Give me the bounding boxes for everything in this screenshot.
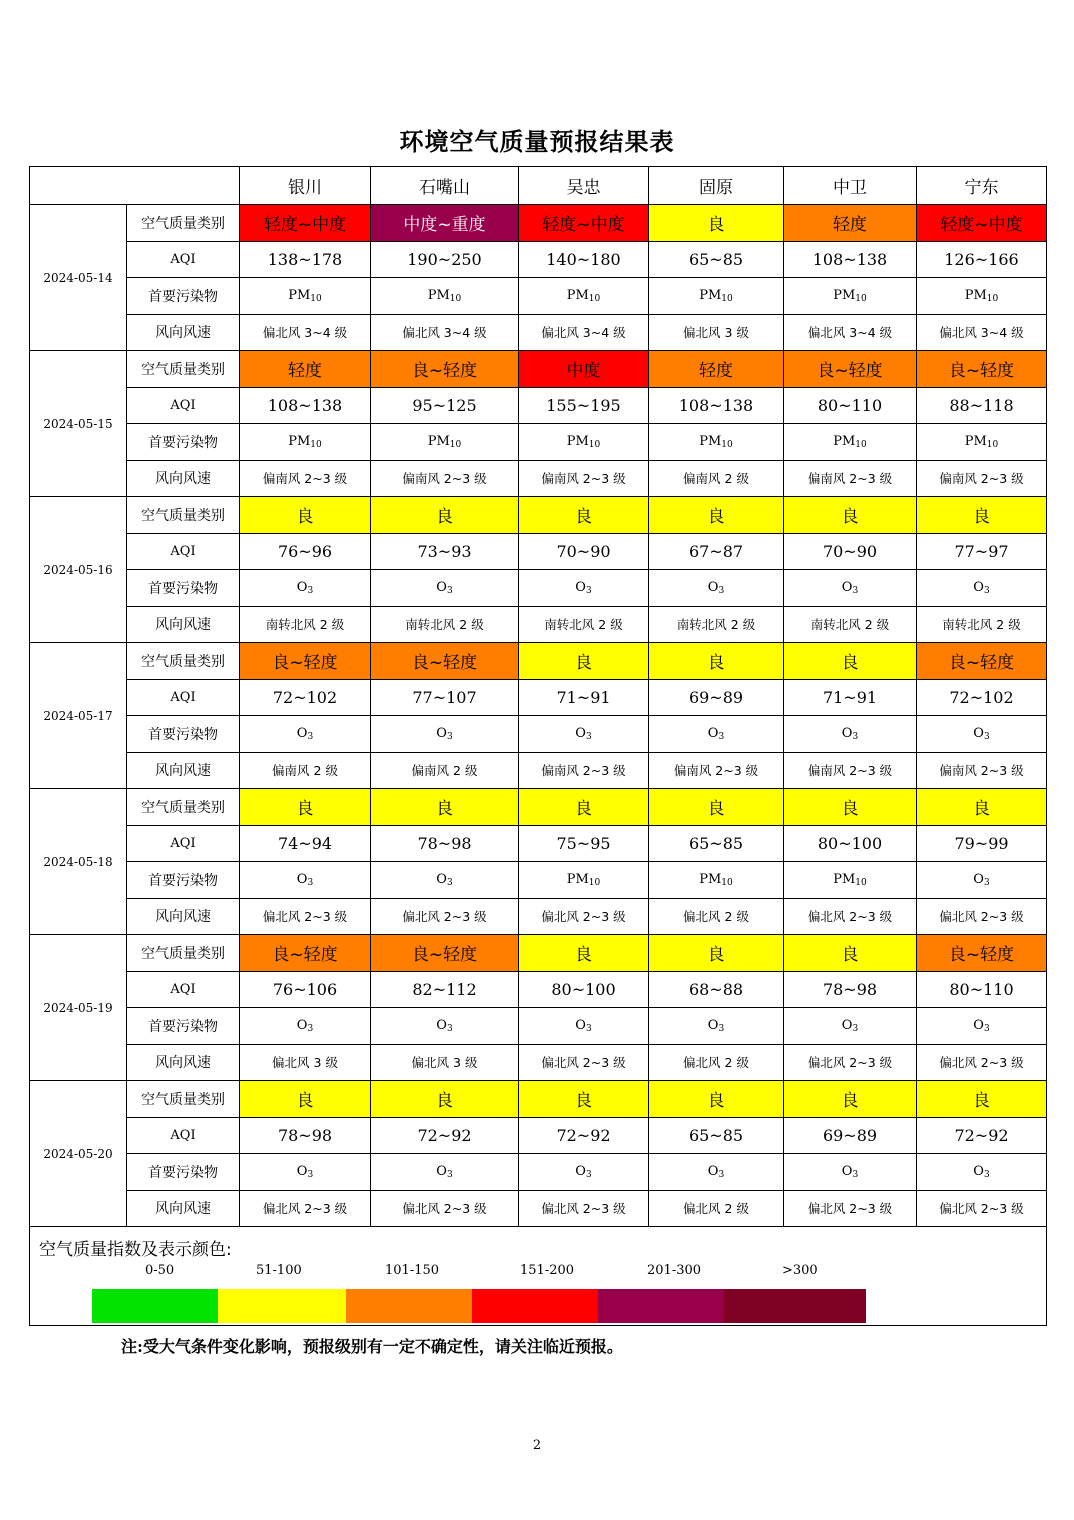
row-label-wind: 风向风速 <box>127 1190 240 1227</box>
category-cell: 良 <box>371 789 519 826</box>
page-number: 2 <box>532 1438 542 1453</box>
wind-cell: 偏北风 2~3 级 <box>784 898 917 935</box>
wind-cell: 偏南风 2 级 <box>649 460 784 497</box>
wind-cell: 偏南风 2 级 <box>371 752 519 789</box>
aqi-cell: 65~85 <box>649 241 784 278</box>
wind-cell: 南转北风 2 级 <box>240 606 371 643</box>
category-cell: 良 <box>240 497 371 534</box>
category-cell: 良~轻度 <box>371 351 519 388</box>
forecast-row-aqi <box>30 241 1047 278</box>
row-label-category: 空气质量类别 <box>127 643 240 680</box>
pollutant-cell: $O_3$ <box>371 1154 519 1191</box>
wind-cell: 偏南风 2~3 级 <box>519 460 649 497</box>
forecast-row-wind <box>30 752 1047 789</box>
forecast-row-aqi <box>30 387 1047 424</box>
aqi-cell: 80~110 <box>917 971 1047 1008</box>
pollutant-cell: $O_3$ <box>519 1154 649 1191</box>
forecast-row-wind <box>30 314 1047 351</box>
city-header: 宁东 <box>917 167 1047 205</box>
pollutant-cell: $O_3$ <box>917 570 1047 607</box>
aqi-cell: 88~118 <box>917 387 1047 424</box>
pollutant-cell: $O_3$ <box>649 1008 784 1045</box>
wind-cell: 偏北风 3~4 级 <box>784 314 917 351</box>
wind-cell: 偏北风 2~3 级 <box>917 1044 1047 1081</box>
row-label-category: 空气质量类别 <box>127 351 240 388</box>
row-label-wind: 风向风速 <box>127 606 240 643</box>
aqi-cell: 70~90 <box>784 533 917 570</box>
aqi-cell: 78~98 <box>784 971 917 1008</box>
category-cell: 中度~重度 <box>371 205 519 242</box>
forecast-row-pollutant <box>30 424 1047 461</box>
wind-cell: 偏北风 2~3 级 <box>917 898 1047 935</box>
wind-cell: 偏南风 2~3 级 <box>917 752 1047 789</box>
aqi-cell: 155~195 <box>519 387 649 424</box>
disclaimer-note: 注:受大气条件变化影响，预报级别有一定不确定性，请关注临近预报。 <box>121 1337 623 1356</box>
legend-swatch-51-100 <box>218 1289 346 1323</box>
pollutant-cell: $O_3$ <box>240 716 371 753</box>
aqi-cell: 72~102 <box>917 679 1047 716</box>
wind-cell: 偏南风 2 级 <box>240 752 371 789</box>
pollutant-cell: $PM_{10}$ <box>649 862 784 899</box>
date-cell: 2024-05-19 <box>30 935 127 1081</box>
pollutant-cell: $O_3$ <box>240 1008 371 1045</box>
category-cell: 良~轻度 <box>371 643 519 680</box>
wind-cell: 南转北风 2 级 <box>649 606 784 643</box>
pollutant-cell: $O_3$ <box>371 570 519 607</box>
pollutant-cell: $O_3$ <box>784 1154 917 1191</box>
pollutant-cell: $PM_{10}$ <box>917 424 1047 461</box>
pollutant-cell: $O_3$ <box>371 1008 519 1045</box>
pollutant-cell: $O_3$ <box>649 716 784 753</box>
wind-cell: 偏南风 2~3 级 <box>649 752 784 789</box>
aqi-cell: 71~91 <box>519 679 649 716</box>
forecast-row-aqi <box>30 825 1047 862</box>
category-cell: 良 <box>917 1081 1047 1118</box>
forecast-row-wind <box>30 1190 1047 1227</box>
pollutant-cell: $O_3$ <box>784 716 917 753</box>
category-cell: 良~轻度 <box>371 935 519 972</box>
wind-cell: 南转北风 2 级 <box>519 606 649 643</box>
forecast-row-aqi <box>30 971 1047 1008</box>
aqi-cell: 71~91 <box>784 679 917 716</box>
row-label-wind: 风向风速 <box>127 314 240 351</box>
aqi-cell: 76~106 <box>240 971 371 1008</box>
category-cell: 良~轻度 <box>917 643 1047 680</box>
pollutant-cell: $PM_{10}$ <box>519 862 649 899</box>
city-header: 吴忠 <box>519 167 649 205</box>
pollutant-cell: $PM_{10}$ <box>519 424 649 461</box>
pollutant-cell: $O_3$ <box>784 570 917 607</box>
row-label-pollutant: 首要污染物 <box>127 278 240 315</box>
pollutant-cell: $PM_{10}$ <box>371 278 519 315</box>
pollutant-cell: $O_3$ <box>917 716 1047 753</box>
row-label-pollutant: 首要污染物 <box>127 1154 240 1191</box>
row-label-pollutant: 首要污染物 <box>127 1008 240 1045</box>
legend-label: 201-300 <box>647 1263 702 1278</box>
city-header: 中卫 <box>784 167 917 205</box>
aqi-cell: 77~97 <box>917 533 1047 570</box>
forecast-row-category <box>30 935 1047 972</box>
forecast-row-pollutant <box>30 570 1047 607</box>
forecast-row-pollutant <box>30 716 1047 753</box>
aqi-cell: 95~125 <box>371 387 519 424</box>
aqi-cell: 138~178 <box>240 241 371 278</box>
wind-cell: 偏南风 2~3 级 <box>917 460 1047 497</box>
pollutant-cell: $O_3$ <box>649 1154 784 1191</box>
aqi-cell: 80~110 <box>784 387 917 424</box>
wind-cell: 偏北风 2~3 级 <box>519 1190 649 1227</box>
category-cell: 轻度 <box>784 205 917 242</box>
pollutant-cell: $O_3$ <box>917 862 1047 899</box>
wind-cell: 南转北风 2 级 <box>371 606 519 643</box>
pollutant-cell: $O_3$ <box>371 716 519 753</box>
row-label-pollutant: 首要污染物 <box>127 570 240 607</box>
aqi-cell: 68~88 <box>649 971 784 1008</box>
wind-cell: 偏南风 2~3 级 <box>240 460 371 497</box>
pollutant-cell: $O_3$ <box>371 862 519 899</box>
category-cell: 良 <box>649 643 784 680</box>
aqi-cell: 72~92 <box>917 1117 1047 1154</box>
aqi-cell: 78~98 <box>240 1117 371 1154</box>
category-cell: 良~轻度 <box>240 935 371 972</box>
forecast-row-category <box>30 351 1047 388</box>
row-label-wind: 风向风速 <box>127 1044 240 1081</box>
aqi-cell: 72~92 <box>519 1117 649 1154</box>
category-cell: 良 <box>240 789 371 826</box>
category-cell: 良~轻度 <box>784 351 917 388</box>
aqi-cell: 77~107 <box>371 679 519 716</box>
legend-title: 空气质量指数及表示颜色: <box>39 1240 232 1260</box>
row-label-pollutant: 首要污染物 <box>127 716 240 753</box>
city-header: 石嘴山 <box>371 167 519 205</box>
pollutant-cell: $PM_{10}$ <box>784 862 917 899</box>
category-cell: 良 <box>784 789 917 826</box>
pollutant-cell: $O_3$ <box>917 1008 1047 1045</box>
wind-cell: 偏北风 2 级 <box>649 1044 784 1081</box>
legend-label: 151-200 <box>520 1263 575 1278</box>
forecast-row-aqi <box>30 679 1047 716</box>
aqi-cell: 65~85 <box>649 825 784 862</box>
legend-label: 0-50 <box>145 1263 175 1278</box>
wind-cell: 偏北风 2 级 <box>649 1190 784 1227</box>
forecast-row-aqi <box>30 1117 1047 1154</box>
forecast-table <box>29 166 1047 1326</box>
wind-cell: 偏北风 3 级 <box>240 1044 371 1081</box>
wind-cell: 偏北风 2~3 级 <box>917 1190 1047 1227</box>
wind-cell: 偏北风 2~3 级 <box>784 1044 917 1081</box>
category-cell: 良 <box>519 1081 649 1118</box>
wind-cell: 偏北风 2 级 <box>649 898 784 935</box>
wind-cell: 偏北风 2~3 级 <box>371 898 519 935</box>
wind-cell: 偏北风 3~4 级 <box>917 314 1047 351</box>
pollutant-cell: $O_3$ <box>917 1154 1047 1191</box>
date-cell: 2024-05-17 <box>30 643 127 789</box>
date-cell: 2024-05-15 <box>30 351 127 497</box>
category-cell: 良 <box>519 935 649 972</box>
aqi-cell: 108~138 <box>784 241 917 278</box>
wind-cell: 偏北风 2~3 级 <box>240 898 371 935</box>
category-cell: 良 <box>784 497 917 534</box>
pollutant-cell: $PM_{10}$ <box>649 278 784 315</box>
row-label-category: 空气质量类别 <box>127 789 240 826</box>
pollutant-cell: $PM_{10}$ <box>240 278 371 315</box>
aqi-cell: 190~250 <box>371 241 519 278</box>
wind-cell: 偏北风 3~4 级 <box>371 314 519 351</box>
category-cell: 良 <box>784 643 917 680</box>
pollutant-cell: $O_3$ <box>784 1008 917 1045</box>
category-cell: 良 <box>784 1081 917 1118</box>
pollutant-cell: $O_3$ <box>240 570 371 607</box>
row-label-category: 空气质量类别 <box>127 935 240 972</box>
legend-swatch-0-50 <box>92 1289 218 1323</box>
forecast-row-category <box>30 1081 1047 1118</box>
row-label-aqi: AQI <box>127 533 240 570</box>
row-label-aqi: AQI <box>127 679 240 716</box>
forecast-row-category <box>30 497 1047 534</box>
aqi-cell: 79~99 <box>917 825 1047 862</box>
category-cell: 良~轻度 <box>917 935 1047 972</box>
aqi-cell: 108~138 <box>240 387 371 424</box>
row-label-aqi: AQI <box>127 387 240 424</box>
wind-cell: 南转北风 2 级 <box>784 606 917 643</box>
pollutant-cell: $O_3$ <box>240 1154 371 1191</box>
date-cell: 2024-05-16 <box>30 497 127 643</box>
category-cell: 良 <box>784 935 917 972</box>
category-cell: 良 <box>519 497 649 534</box>
forecast-row-pollutant <box>30 1154 1047 1191</box>
aqi-cell: 140~180 <box>519 241 649 278</box>
wind-cell: 偏北风 3~4 级 <box>519 314 649 351</box>
category-cell: 良 <box>649 935 784 972</box>
row-label-wind: 风向风速 <box>127 460 240 497</box>
aqi-cell: 67~87 <box>649 533 784 570</box>
header-corner <box>30 167 240 205</box>
aqi-cell: 80~100 <box>519 971 649 1008</box>
wind-cell: 偏北风 3~4 级 <box>240 314 371 351</box>
category-cell: 轻度~中度 <box>917 205 1047 242</box>
page-title: 环境空气质量预报结果表 <box>399 127 675 156</box>
legend-label: >300 <box>782 1263 818 1278</box>
category-cell: 轻度~中度 <box>519 205 649 242</box>
row-label-category: 空气质量类别 <box>127 1081 240 1118</box>
row-label-wind: 风向风速 <box>127 752 240 789</box>
forecast-row-pollutant <box>30 1008 1047 1045</box>
pollutant-cell: $O_3$ <box>519 1008 649 1045</box>
row-label-pollutant: 首要污染物 <box>127 424 240 461</box>
category-cell: 良 <box>371 497 519 534</box>
aqi-cell: 69~89 <box>784 1117 917 1154</box>
aqi-cell: 82~112 <box>371 971 519 1008</box>
category-cell: 轻度~中度 <box>240 205 371 242</box>
row-label-aqi: AQI <box>127 241 240 278</box>
aqi-legend <box>30 1227 1047 1326</box>
wind-cell: 偏北风 2~3 级 <box>519 898 649 935</box>
pollutant-cell: $O_3$ <box>240 862 371 899</box>
forecast-row-wind <box>30 606 1047 643</box>
category-cell: 良 <box>519 789 649 826</box>
legend-label: 51-100 <box>256 1263 302 1278</box>
pollutant-cell: $PM_{10}$ <box>784 424 917 461</box>
category-cell: 轻度 <box>240 351 371 388</box>
aqi-cell: 73~93 <box>371 533 519 570</box>
pollutant-cell: $PM_{10}$ <box>519 278 649 315</box>
wind-cell: 偏北风 3 级 <box>371 1044 519 1081</box>
wind-cell: 偏北风 2~3 级 <box>240 1190 371 1227</box>
city-header: 固原 <box>649 167 784 205</box>
aqi-cell: 75~95 <box>519 825 649 862</box>
forecast-row-category <box>30 205 1047 242</box>
date-cell: 2024-05-18 <box>30 789 127 935</box>
wind-cell: 偏南风 2~3 级 <box>784 752 917 789</box>
pollutant-cell: $O_3$ <box>649 570 784 607</box>
forecast-row-pollutant <box>30 862 1047 899</box>
aqi-cell: 70~90 <box>519 533 649 570</box>
aqi-cell: 78~98 <box>371 825 519 862</box>
category-cell: 良 <box>649 205 784 242</box>
pollutant-cell: $PM_{10}$ <box>784 278 917 315</box>
forecast-row-pollutant <box>30 278 1047 315</box>
aqi-cell: 65~85 <box>649 1117 784 1154</box>
aqi-cell: 72~102 <box>240 679 371 716</box>
wind-cell: 偏南风 2~3 级 <box>519 752 649 789</box>
wind-cell: 偏北风 2~3 级 <box>784 1190 917 1227</box>
pollutant-cell: $O_3$ <box>519 716 649 753</box>
wind-cell: 偏北风 3 级 <box>649 314 784 351</box>
wind-cell: 偏南风 2~3 级 <box>784 460 917 497</box>
legend-label: 101-150 <box>385 1263 440 1278</box>
row-label-aqi: AQI <box>127 825 240 862</box>
category-cell: 良 <box>240 1081 371 1118</box>
category-cell: 良 <box>649 497 784 534</box>
category-cell: 良 <box>649 1081 784 1118</box>
legend-swatch-201-300 <box>598 1289 724 1323</box>
category-cell: 良 <box>371 1081 519 1118</box>
wind-cell: 偏南风 2~3 级 <box>371 460 519 497</box>
row-label-category: 空气质量类别 <box>127 497 240 534</box>
category-cell: 轻度 <box>649 351 784 388</box>
aqi-cell: 108~138 <box>649 387 784 424</box>
row-label-aqi: AQI <box>127 1117 240 1154</box>
category-cell: 良~轻度 <box>240 643 371 680</box>
legend-swatch-151-200 <box>472 1289 598 1323</box>
category-cell: 中度 <box>519 351 649 388</box>
forecast-row-wind <box>30 460 1047 497</box>
pollutant-cell: $O_3$ <box>519 570 649 607</box>
header-row <box>30 167 1047 205</box>
category-cell: 良 <box>917 497 1047 534</box>
aqi-cell: 69~89 <box>649 679 784 716</box>
forecast-row-aqi <box>30 533 1047 570</box>
legend-swatch-101-150 <box>346 1289 472 1323</box>
category-cell: 良 <box>519 643 649 680</box>
forecast-row-category <box>30 643 1047 680</box>
city-header: 银川 <box>240 167 371 205</box>
category-cell: 良 <box>917 789 1047 826</box>
forecast-row-wind <box>30 898 1047 935</box>
wind-cell: 南转北风 2 级 <box>917 606 1047 643</box>
aqi-cell: 72~92 <box>371 1117 519 1154</box>
category-cell: 良~轻度 <box>917 351 1047 388</box>
aqi-cell: 126~166 <box>917 241 1047 278</box>
aqi-cell: 74~94 <box>240 825 371 862</box>
row-label-aqi: AQI <box>127 971 240 1008</box>
forecast-row-wind <box>30 1044 1047 1081</box>
pollutant-cell: $PM_{10}$ <box>917 278 1047 315</box>
wind-cell: 偏北风 2~3 级 <box>519 1044 649 1081</box>
pollutant-cell: $PM_{10}$ <box>371 424 519 461</box>
row-label-wind: 风向风速 <box>127 898 240 935</box>
date-cell: 2024-05-14 <box>30 205 127 351</box>
wind-cell: 偏北风 2~3 级 <box>371 1190 519 1227</box>
pollutant-cell: $PM_{10}$ <box>649 424 784 461</box>
row-label-category: 空气质量类别 <box>127 205 240 242</box>
category-cell: 良 <box>649 789 784 826</box>
date-cell: 2024-05-20 <box>30 1081 127 1227</box>
legend-swatch-over-300 <box>724 1289 866 1323</box>
forecast-row-category <box>30 789 1047 826</box>
aqi-cell: 80~100 <box>784 825 917 862</box>
aqi-cell: 76~96 <box>240 533 371 570</box>
pollutant-cell: $PM_{10}$ <box>240 424 371 461</box>
row-label-pollutant: 首要污染物 <box>127 862 240 899</box>
